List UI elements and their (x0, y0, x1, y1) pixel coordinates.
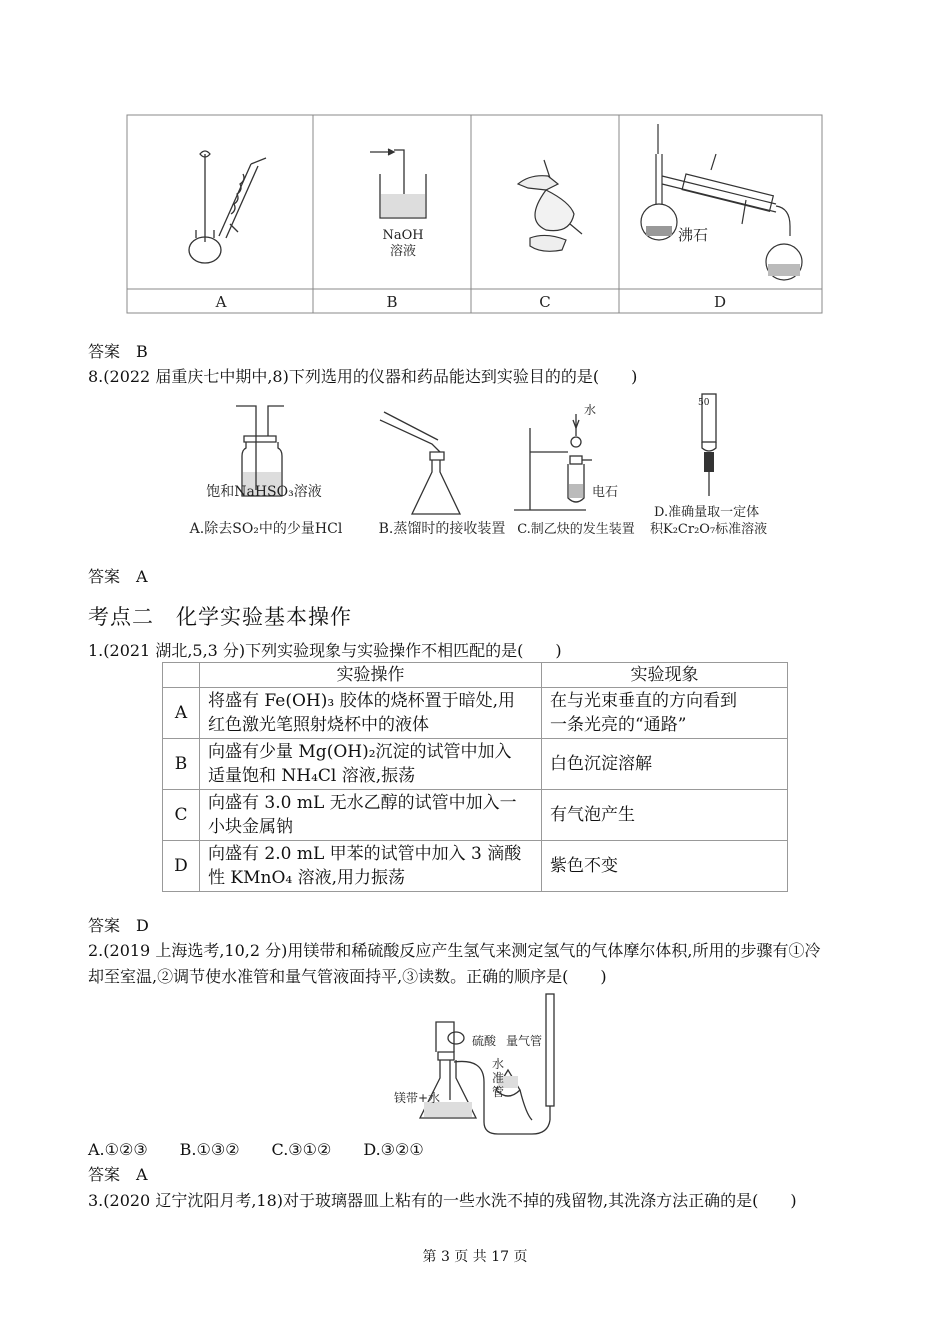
q1-operation (200, 841, 542, 892)
label-a: A (215, 293, 227, 311)
q1-stem: 1.(2021 湖北,5,3 分)下列实验现象与实验操作不相匹配的是( ) (88, 641, 562, 660)
q1-option: B (163, 739, 200, 790)
q8-d-caption-2: 积K₂Cr₂O₇标准溶液 (650, 522, 768, 537)
q8-d-scale: 50 (698, 398, 710, 408)
section-title: 考点二 化学实验基本操作 (88, 605, 352, 629)
q2-flask-label: 镁带+水 (394, 1091, 441, 1105)
q1-phenomenon: 白色沉淀溶解 (542, 739, 788, 790)
apparatus-figure-top (126, 114, 824, 316)
q1-table (162, 662, 788, 892)
q8-c-water: 水 (584, 403, 597, 417)
q1-operation-line: 向盛有少量 Mg(OH)₂沉淀的试管中加入 (208, 742, 512, 762)
q1-option: A (163, 688, 200, 739)
q1-header-operation: 实验操作 (200, 663, 542, 688)
q8-figure (184, 390, 774, 548)
q2-gas-tube-label: 量气管 (506, 1034, 543, 1048)
q1-operation (200, 688, 542, 739)
table-row (163, 790, 788, 841)
q8-a-caption: A.除去SO₂中的少量HCl (189, 521, 343, 537)
q1-header-blank (163, 663, 200, 688)
q1-operation-line: 小块金属钠 (208, 817, 293, 837)
q3-stem: 3.(2020 辽宁沈阳月考,18)对于玻璃器皿上粘有的一些水洗不掉的残留物,其洗涤方法正确的是( ) (88, 1191, 797, 1210)
q1-operation-line: 向盛有 3.0 mL 无水乙醇的试管中加入一 (208, 793, 517, 813)
q8-c-drawing (514, 414, 592, 510)
q8-b-caption: B.蒸馏时的接收装置 (378, 521, 506, 537)
q1-phenomenon (542, 688, 788, 739)
page-footer: 第 3 页 共 17 页 (422, 1249, 528, 1265)
q8-a-reagent: 饱和NaHSO₃溶液 (206, 484, 322, 500)
q1-operation-line: 向盛有 2.0 mL 甲苯的试管中加入 3 滴酸 (208, 844, 522, 864)
q2-stem-line1: 2.(2019 上海选考,10,2 分)用镁带和稀硫酸反应产生氢气来测定氢气的气体摩尔体积,所用的步骤有①冷 (88, 941, 821, 960)
q2-stem-line2: 却至室温,②调节使水准管和量气管液面持平,③读数。正确的顺序是( ) (88, 967, 607, 986)
q2-figure (392, 990, 572, 1138)
q2-options: A.①②③ B.①③② C.③①② D.③②① (88, 1140, 424, 1159)
q1-operation (200, 739, 542, 790)
q8-d-drawing (702, 394, 716, 496)
apparatus-c-drawing (518, 160, 582, 251)
apparatus-d-drawing (641, 124, 802, 280)
table-row (163, 739, 788, 790)
q1-header-phenomenon: 实验现象 (542, 663, 788, 688)
q1-phenomenon-line: 一条光亮的“通路” (550, 715, 687, 735)
q1-operation (200, 790, 542, 841)
label-b: B (386, 293, 398, 311)
apparatus-b-reagent-line1: NaOH (382, 228, 424, 243)
apparatus-d-boiling-chips: 沸石 (678, 226, 709, 244)
q8-a-drawing (236, 406, 284, 496)
q1-operation-line: 性 KMnO₄ 溶液,用力振荡 (208, 868, 406, 888)
table-row (163, 841, 788, 892)
q1-option: C (163, 790, 200, 841)
q8-c-solid: 电石 (592, 485, 619, 500)
q2-level-tube-char: 准 (492, 1071, 505, 1085)
label-c: C (539, 293, 551, 311)
apparatus-b-drawing (370, 149, 426, 218)
q2-level-tube-char: 管 (492, 1085, 505, 1099)
q2-level-tube-char: 水 (492, 1057, 505, 1071)
label-d: D (713, 293, 727, 311)
q1-operation-line: 适量饱和 NH₄Cl 溶液,振荡 (208, 766, 416, 786)
q1-phenomenon-line: 在与光束垂直的方向看到 (550, 691, 737, 711)
q8-b-drawing (380, 412, 460, 514)
q1-answer: 答案 D (88, 916, 149, 935)
q2-acid-label: 硫酸 (472, 1034, 497, 1048)
q1-operation-line: 红色激光笔照射烧杯中的液体 (208, 715, 429, 735)
table-row (163, 688, 788, 739)
q1-table-header (163, 663, 788, 688)
q8-d-caption-1: D.准确量取一定体 (654, 505, 760, 520)
q1-operation-line: 将盛有 Fe(OH)₃ 胶体的烧杯置于暗处,用 (208, 691, 515, 711)
q8-stem: 8.(2022 届重庆七中期中,8)下列选用的仪器和药品能达到实验目的的是( ) (88, 367, 638, 386)
q7-answer: 答案 B (88, 342, 148, 361)
q1-phenomenon: 紫色不变 (542, 841, 788, 892)
apparatus-a-drawing (189, 151, 266, 263)
q8-c-caption: C.制乙炔的发生装置 (517, 522, 635, 537)
q1-phenomenon: 有气泡产生 (542, 790, 788, 841)
apparatus-b-reagent-line2: 溶液 (389, 244, 417, 259)
q2-answer: 答案 A (88, 1165, 148, 1184)
q1-option: D (163, 841, 200, 892)
q8-answer: 答案 A (88, 567, 148, 586)
